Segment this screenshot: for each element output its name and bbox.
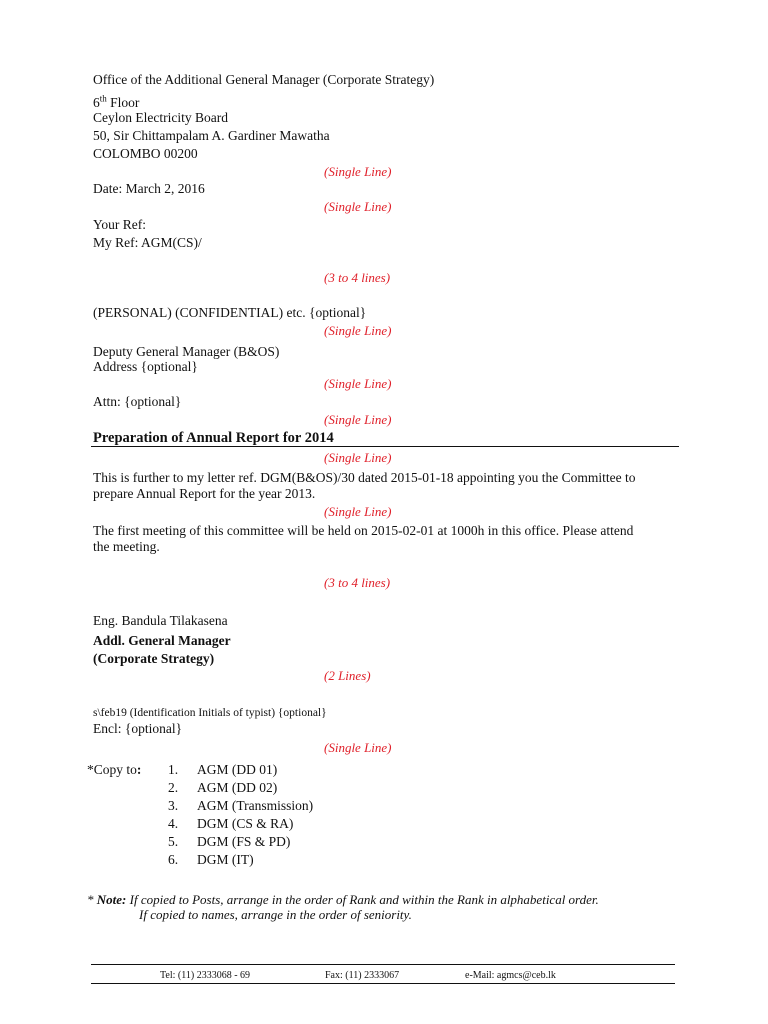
floor-line <box>93 95 139 111</box>
spacing-guide: (Single Line) <box>324 504 392 519</box>
subject-heading: Preparation of Annual Report for 2014 <box>93 430 334 446</box>
body-paragraph-2: The first meeting of this committee will be held on 2015-02-01 at 1000h in this office. Please attend <box>93 523 634 538</box>
copy-to-label: *Copy to: <box>87 762 142 777</box>
floor-number: 6 <box>93 95 100 110</box>
spacing-guide: (Single Line) <box>324 199 392 214</box>
org-line: Ceylon Electricity Board <box>93 110 228 125</box>
floor-suffix: th <box>99 93 107 104</box>
footer-tel: Tel: (11) 2333068 - 69 <box>160 970 251 981</box>
your-ref-line: Your Ref: <box>93 217 147 232</box>
date-line: Date: March 2, 2016 <box>93 181 205 196</box>
copy-item-number: 6. <box>168 852 179 867</box>
signatory-title: (Corporate Strategy) <box>93 651 215 666</box>
body-paragraph-2: the meeting. <box>93 539 160 554</box>
spacing-guide: (2 Lines) <box>324 668 371 683</box>
spacing-guide: (Single Line) <box>324 740 392 755</box>
spacing-guide: (Single Line) <box>324 323 392 338</box>
copy-item-number: 5. <box>168 834 179 849</box>
copy-item-number: 1. <box>168 762 179 777</box>
typist-initials: s\feb19 (Identification Initials of typist) {optional} <box>93 707 327 719</box>
spacing-guide: (Single Line) <box>324 412 392 427</box>
my-ref-line: My Ref: AGM(CS)/ <box>93 235 202 250</box>
recipient-title: Deputy General Manager (B&OS) <box>93 344 280 359</box>
copy-item-number: 2. <box>168 780 179 795</box>
copy-item: AGM (DD 02) <box>197 780 278 795</box>
spacing-guide: (3 to 4 lines) <box>324 270 391 285</box>
spacing-guide: (Single Line) <box>324 164 392 179</box>
enclosure-line: Encl: {optional} <box>93 721 183 736</box>
city-line: COLOMBO 00200 <box>93 146 198 161</box>
spacing-guide: (Single Line) <box>324 450 392 465</box>
attn-line: Attn: {optional} <box>93 394 182 409</box>
office-line: Office of the Additional General Manager (Corporate Strategy) <box>93 72 435 87</box>
footer-fax: Fax: (11) 2333067 <box>325 970 400 981</box>
note-line-2: If copied to names, arrange in the order of seniority. <box>139 907 412 922</box>
copy-item: DGM (CS & RA) <box>197 816 294 831</box>
spacing-guide: (3 to 4 lines) <box>324 575 391 590</box>
footer-rule-bottom <box>91 983 675 984</box>
copy-item-number: 3. <box>168 798 179 813</box>
footer-rule-top <box>91 964 675 965</box>
note-line-1: * Note: If copied to Posts, arrange in the order of Rank and within the Rank in alphabetical order. <box>87 892 599 907</box>
footer-email: e-Mail: agmcs@ceb.lk <box>465 970 556 981</box>
copy-item: DGM (FS & PD) <box>197 834 291 849</box>
signatory-name: Eng. Bandula Tilakasena <box>93 613 228 628</box>
signatory-title: Addl. General Manager <box>93 633 231 648</box>
classification-line: (PERSONAL) (CONFIDENTIAL) etc. {optional} <box>93 305 367 320</box>
spacing-guide: (Single Line) <box>324 376 392 391</box>
street-line: 50, Sir Chittampalam A. Gardiner Mawatha <box>93 128 330 143</box>
subject-rule <box>91 446 679 447</box>
copy-item: AGM (DD 01) <box>197 762 278 777</box>
body-paragraph-1: This is further to my letter ref. DGM(B&OS)/30 dated 2015-01-18 appointing you the Committee to <box>93 470 636 485</box>
copy-item-number: 4. <box>168 816 179 831</box>
recipient-address: Address {optional} <box>93 359 198 374</box>
copy-item: DGM (IT) <box>197 852 254 867</box>
copy-item: AGM (Transmission) <box>197 798 314 813</box>
body-paragraph-1: prepare Annual Report for the year 2013. <box>93 486 316 501</box>
floor-word: Floor <box>106 95 140 110</box>
